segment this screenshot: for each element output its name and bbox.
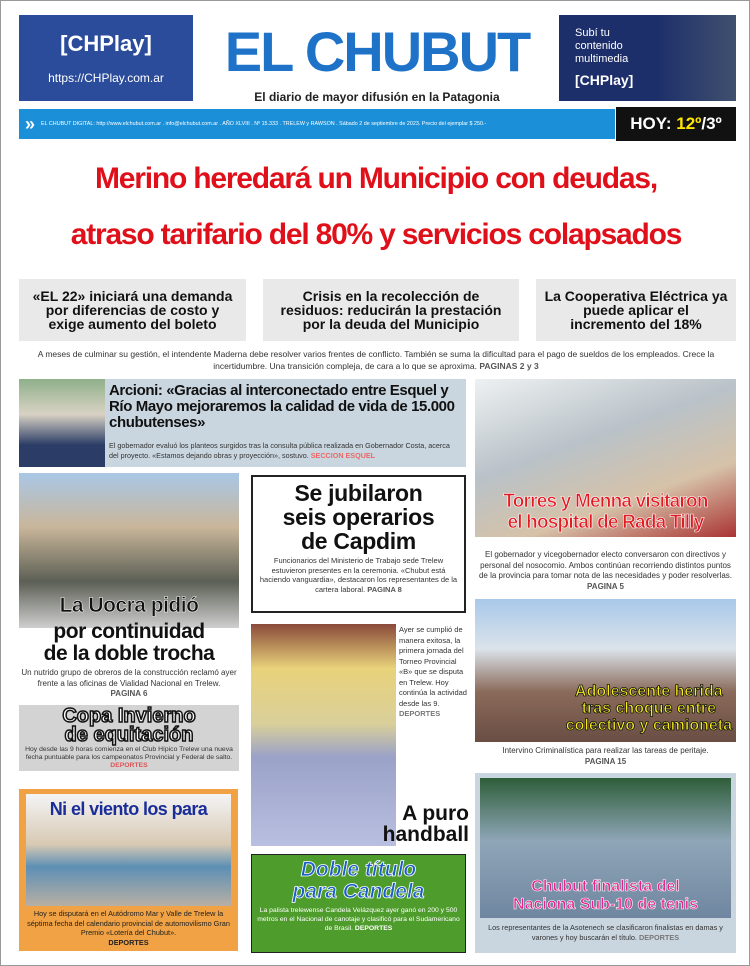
- temp-min: /3º: [701, 114, 722, 133]
- sub-headline[interactable]: La Cooperativa Eléctrica ya puede aplicar el incremento del 18%: [536, 279, 736, 341]
- arcioni-photo: [19, 379, 105, 467]
- chplay-url: https://CHPlay.com.ar: [48, 71, 164, 85]
- adolescente-photo[interactable]: Adolescente herida tras choque entre colectivo y camioneta: [475, 599, 736, 742]
- weather-box: HOY: 12º /3º: [616, 107, 736, 141]
- uocra-title: por continuidad de la doble trocha: [43, 620, 215, 665]
- handball-body: Ayer se cumplió de manera exitosa, la primera jornada del Torneo Provincial «B» que se disputa en Trelew. Hoy continúa la actividad desde las 9. DEPORTES: [399, 625, 467, 718]
- chevron-right-icon: »: [25, 113, 36, 134]
- main-headline[interactable]: Merino heredará un Municipio con deudas, atraso tarifario del 80% y servicios colapsados: [70, 162, 682, 251]
- story-tenis[interactable]: Chubut finalista del Naciona Sub-10 de tenis Los representantes de la Asotenech se clasificaron finalistas en damas y varones y hoy buscarán el título. DEPORTES: [475, 773, 736, 953]
- edition-info: EL CHUBUT DIGITAL: http://www.elchubut.com.ar . info@elchubut.com.ar . AÑO XLVIII . Nº 15.333 . TRELEW y RAWSON . Sábado 2 de septiembre de 2023. Precio del ejemplar $ 250.-: [41, 120, 487, 127]
- temp-max: 12º: [676, 114, 702, 133]
- torres-body: El gobernador y vicegobernador electo conversaron con directivos y personal del nosocomio. Ambos continúan recorriendo distintos puntos de la provincia para tomar nota de las necesidades y poder resolverlas. PAGINA 5: [478, 550, 733, 591]
- arcioni-body: El gobernador evaluó los planteos surgidos tras la consulta pública realizada en Gobernador Costa, acerca del proyecto. «Estamos dejando obras y proyección», sostuvo. SECCION ESQUEL: [109, 441, 450, 460]
- promo-line: multimedia: [575, 53, 629, 65]
- story-viento[interactable]: Ni el viento los para Hoy se disputará en el Autódromo Mar y Valle de Trelew la séptima fecha del calendario provincial de automovilismo Gran Premio «Lotería del Chubut». DEPORTES: [19, 789, 238, 951]
- story-candela[interactable]: Doble título para Candela La palista trelewense Candela Velázquez ayer ganó en 200 y 500 metros en el Nacional de canotaje y clasificó para el Sudamericano de Brasil. DEPORTES: [251, 854, 466, 953]
- lede: A meses de culminar su gestión, el intendente Maderna debe resolver varios frentes de conflicto. También se suma la dificultad para el pago de sueldos de los empleados. Crece la incertidumbre. Una transición compleja, de cara a lo que se aproxima. PAGINAS 2 y 3: [37, 349, 715, 371]
- story-jubilaron[interactable]: Se jubilaron seis operarios de Capdim Funcionarios del Ministerio de Trabajo sede Trelew estuvieron presentes en la ceremonia. «Chubut está haciendo vanguardia», destacaron los representantes de la cartera laboral. PAGINA 8: [251, 475, 466, 613]
- chplay-ad-right[interactable]: [559, 15, 736, 101]
- promo-brand: [CHPlay]: [575, 72, 634, 88]
- story-copa[interactable]: Copa Invierno de equitación Hoy desde las 9 horas comienza en el Club Hípico Trelew una nueva fecha puntuable para los campeonatos Provincial y Federal de salto. DEPORTES: [19, 705, 239, 771]
- promo-line: contenido: [575, 40, 623, 52]
- torres-photo[interactable]: Torres y Menna visitaron el hospital de Rada Tilly: [475, 379, 736, 537]
- uocra-photo[interactable]: La Uocra pidió: [19, 473, 239, 628]
- story-arcioni[interactable]: [19, 379, 466, 467]
- sub-headline[interactable]: «EL 22» iniciará una demanda por diferencias de costo y exige aumento del boleto: [19, 279, 246, 341]
- chplay-brand: [CHPlay]: [60, 31, 152, 56]
- arcioni-title: Arcioni: «Gracias al interconectado entre Esquel y Río Mayo mejoraremos la calidad de vida de 15.000 chubutenses»: [109, 382, 455, 431]
- sub-headline[interactable]: Crisis en la recolección de residuos: reducirán la prestación por la deuda del Municipio: [263, 279, 519, 341]
- viento-title: Ni el viento los para: [49, 799, 208, 819]
- promo-line: Subí tu: [575, 27, 610, 39]
- masthead-logo: EL CHUBUT: [224, 20, 530, 83]
- info-bar: [19, 109, 615, 139]
- chplay-ad-left[interactable]: [19, 15, 193, 101]
- adolescente-body: Intervino Criminalística para realizar las tareas de peritaje. PAGINA 15: [502, 746, 709, 766]
- uocra-body: Un nutrido grupo de obreros de la construcción reclamó ayer frente a las oficinas de Vialidad Nacional en Trelew. PAGINA 6: [21, 668, 237, 698]
- tagline: El diario de mayor difusión en la Patagonia: [254, 90, 500, 104]
- handball-title: A puro handball: [382, 802, 469, 846]
